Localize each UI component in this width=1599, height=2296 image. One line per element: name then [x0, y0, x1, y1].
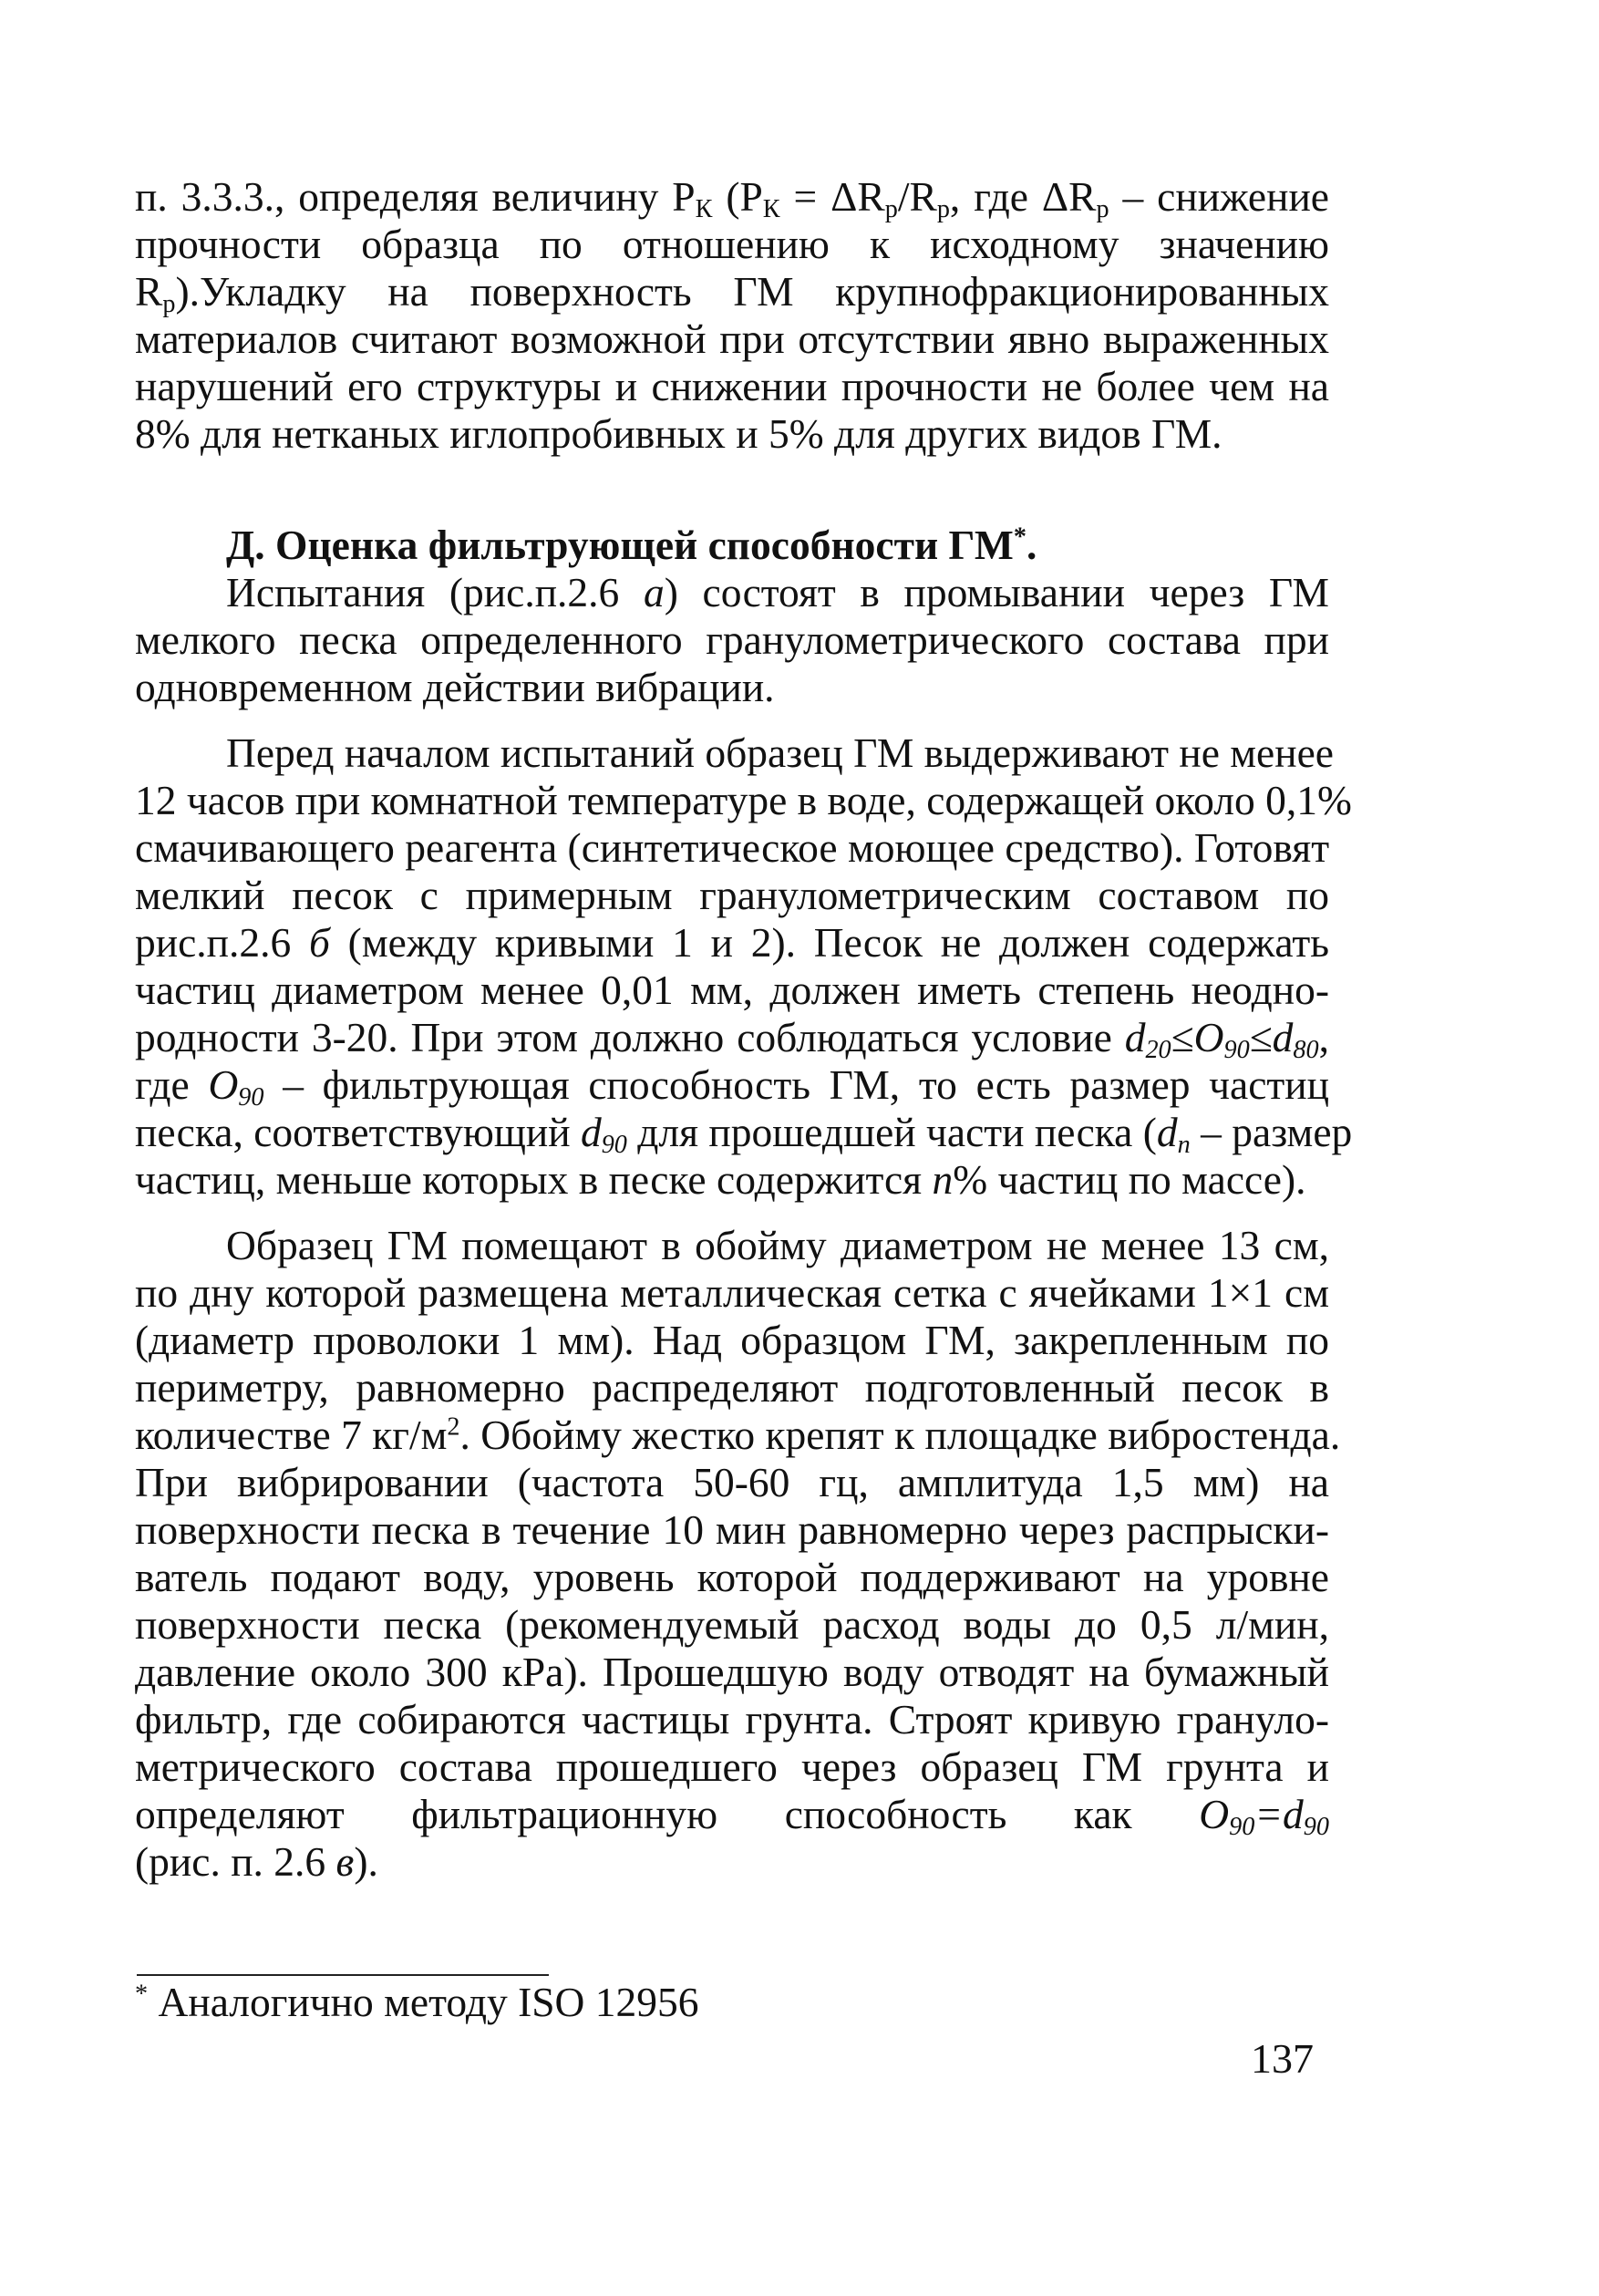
text-line: родности 3-20. При этом должно соблюдаться условие $d_{20}\le O_{90}\le d_{80}$,: [135, 1014, 1329, 1065]
text-line: частиц, меньше которых в песке содержится n% частиц по массе).: [135, 1156, 1306, 1203]
text-line: (диаметр проволоки 1 мм). Над образцом ГМ, закрепленным по: [135, 1317, 1329, 1363]
text-line: 12 часов при комнатной температуре в воде, содержащей около 0,1%: [135, 777, 1352, 823]
text-line: (рис. п. 2.6 в).: [135, 1838, 378, 1885]
text-line: Образец ГМ помещают в обойму диаметром не менее 13 см,: [226, 1222, 1329, 1268]
footnote-divider: [137, 1974, 549, 1976]
text-line: фильтр, где собираются частицы грунта. Строят кривую грануло-: [135, 1696, 1329, 1743]
text-line: количестве 7 $кг/м^2$. Обойму жестко крепят к площадке вибростенда.: [135, 1412, 1341, 1458]
text-line: мелкого песка определенного гранулометрического состава при: [135, 616, 1329, 663]
text-line: материалов считают возможной при отсутствии явно выраженных: [135, 315, 1329, 362]
text-line: прочности образца по отношению к исходному значению: [135, 221, 1329, 267]
text-line: ватель подают воду, уровень которой поддерживают на уровне: [135, 1554, 1329, 1600]
text-line: определяют фильтрационную способность как $O_{90}=d_{90}$: [135, 1791, 1329, 1842]
section-body: [135, 522, 1353, 1886]
text-line: Перед началом испытаний образец ГМ выдерживают не менее: [226, 729, 1334, 776]
footnote-mark: *: [135, 1980, 149, 2009]
footnote: [135, 1979, 699, 2026]
text-line: одновременном действии вибрации.: [135, 664, 775, 710]
footnote-text: Аналогично методу ISO 12956: [148, 1979, 699, 2025]
text-line: рис.п.2.6 б (между кривыми 1 и 2). Песок не должен содержать: [135, 919, 1329, 966]
paragraph-intro: [135, 173, 1329, 458]
text-line: метрического состава прошедшего через образец ГМ грунта и: [135, 1743, 1329, 1790]
text-line: давление около 300 кРа). Прошедшую воду отводят на бумажный: [135, 1649, 1329, 1695]
text-line: Испытания (рис.п.2.6 а) состоят в промывании через ГМ: [226, 569, 1329, 615]
text-line: поверхности песка (рекомендуемый расход воды до 0,5 л/мин,: [135, 1601, 1329, 1648]
text-line: п. 3.3.3., определяя величину $P_К$ ($P_К = \Delta R_р/R_р$, где $\Delta R_р$ – снижение: [135, 173, 1329, 224]
text-line: частиц диаметром менее 0,01 мм, должен иметь степень неодно-: [135, 967, 1329, 1013]
text-line: При вибрировании (частота 50-60 гц, амплитуда 1,5 мм) на: [135, 1459, 1329, 1505]
text-line: периметру, равномерно распределяют подготовленный песок в: [135, 1364, 1329, 1411]
text-line: нарушений его структуры и снижении прочности не более чем на: [135, 363, 1329, 409]
text-line: где $O_{90}$ – фильтрующая способность ГМ, то есть размер частиц: [135, 1061, 1329, 1112]
text-line: по дну которой размещена металлическая сетка с ячейками 1×1 см: [135, 1269, 1329, 1316]
page-number: 137: [1251, 2035, 1314, 2082]
text-line: $R_р).Укладку$ на поверхность ГМ крупнофракционированных: [135, 268, 1329, 319]
text-line: смачивающего реагента (синтетическое моющее средство). Готовят: [135, 824, 1330, 871]
text-line: 8% для нетканых иглопробивных и 5% для других видов ГМ.: [135, 410, 1222, 457]
text-line: мелкий песок с примерным гранулометрическим составом по: [135, 872, 1329, 918]
section-heading: Д. Оценка фильтрующей способности ГМ*.: [226, 522, 1037, 568]
text-line: поверхности песка в течение 10 мин равномерно через распрыски-: [135, 1506, 1329, 1553]
text-line: песка, соответствующий $d_{90}$ для прошедшей части песка ($d_п$ – размер: [135, 1109, 1353, 1160]
